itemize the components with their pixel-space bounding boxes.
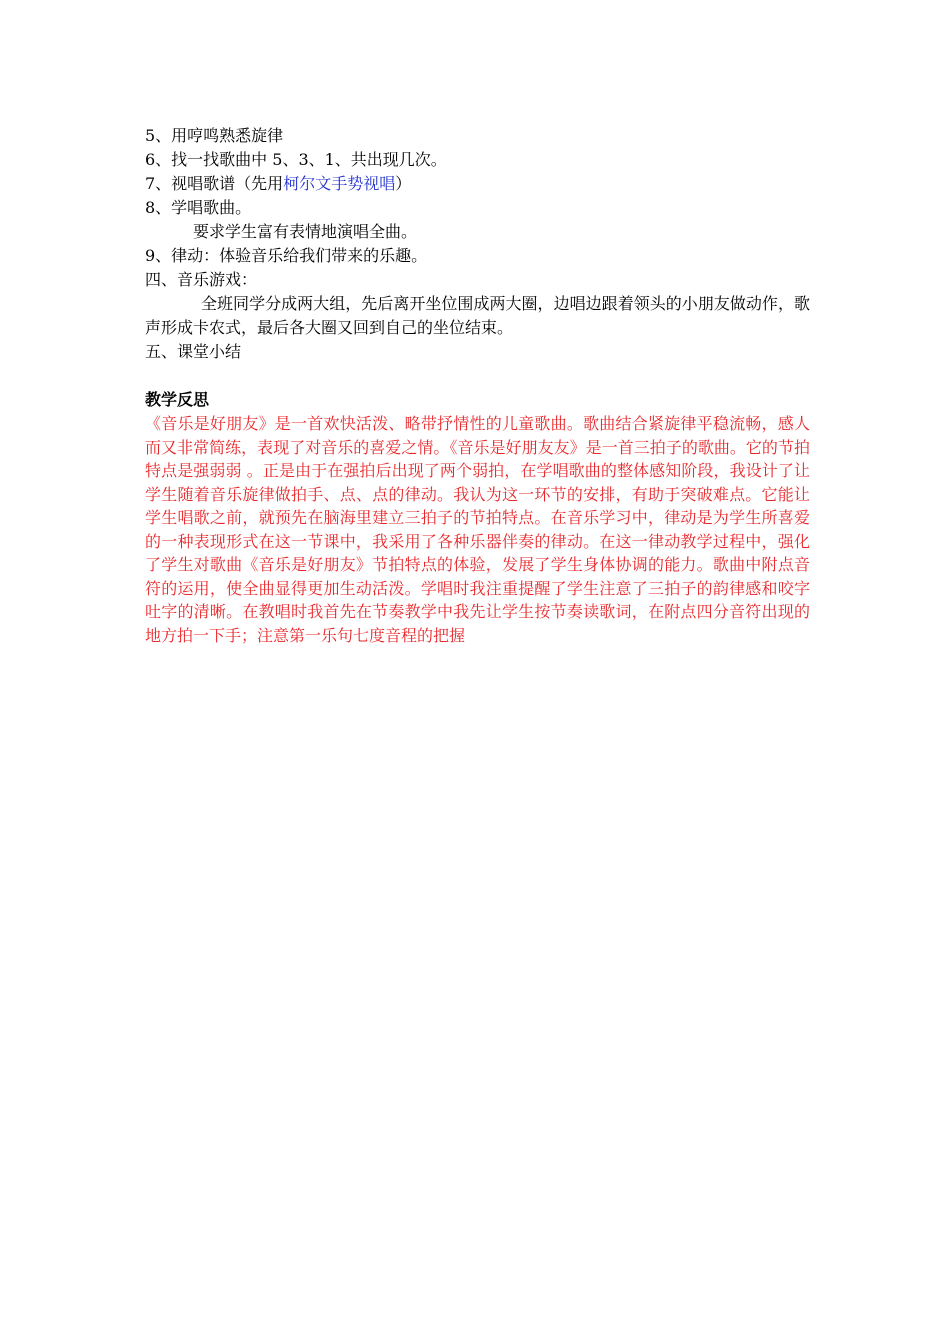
kodaly-handsign-link[interactable]: 柯尔文手势视唱 bbox=[283, 174, 396, 193]
step-8: 8、学唱歌曲。 bbox=[145, 198, 252, 217]
step-7-suffix: ） bbox=[395, 174, 412, 193]
reflection-body: 《音乐是好朋友》是一首欢快活泼、略带抒情性的儿童歌曲。歌曲结合紧旋律平稳流畅，感人而又非常简练，表现了对音乐的喜爱之情。《音乐是好朋友友》是一首三拍子的歌曲。它的节拍特点是强弱弱 。正是由于在强拍后出现了两个弱拍，在学唱歌曲的整体感知阶段，我设计了让学生随着音乐旋律做拍手、点、点的律动。我认为这一环节的安排，有助于突破难点。它能让学生唱歌之前，就预先在脑海里建立三拍子的节拍特点。在音乐学习中，律动是为学生所喜爱的一种表现形式在这一节课中，我采用了各种乐器伴奏的律动。在这一律动教学过程中，强化了学生对歌曲《音乐是好朋友》节拍特点的体验，发展了学生身体协调的能力。歌曲中附点音符的运用，使全曲显得更加生动活泼。学唱时我注重提醒了学生注意了三拍子的韵律感和咬字吐字的清晰。在教唱时我首先在节奏教学中我先让学生按节奏读歌词，在附点四分音符出现的地方拍一下手；注意第一乐句七度音程的把握 bbox=[145, 414, 810, 645]
step-8-detail: 要求学生富有表情地演唱全曲。 bbox=[193, 222, 418, 241]
reflection-heading: 教学反思 bbox=[145, 390, 210, 409]
step-6: 6、找一找歌曲中 5、3、1、共出现几次。 bbox=[145, 150, 447, 169]
blank-line bbox=[145, 364, 810, 388]
step-5: 5、用哼鸣熟悉旋律 bbox=[145, 126, 284, 145]
section-4-body: 全班同学分成两大组，先后离开坐位围成两大圈，边唱边跟着领头的小朋友做动作，歌声形成卡农式，最后各大圈又回到自己的坐位结束。 bbox=[145, 294, 810, 337]
step-7 bbox=[145, 172, 810, 196]
section-4-title: 四、音乐游戏： bbox=[145, 270, 258, 289]
document-page bbox=[145, 124, 810, 647]
step-7-prefix: 7、视唱歌谱（先用 bbox=[145, 174, 284, 193]
step-9: 9、律动：体验音乐给我们带来的乐趣。 bbox=[145, 246, 428, 265]
section-5-title: 五、课堂小结 bbox=[145, 342, 242, 361]
